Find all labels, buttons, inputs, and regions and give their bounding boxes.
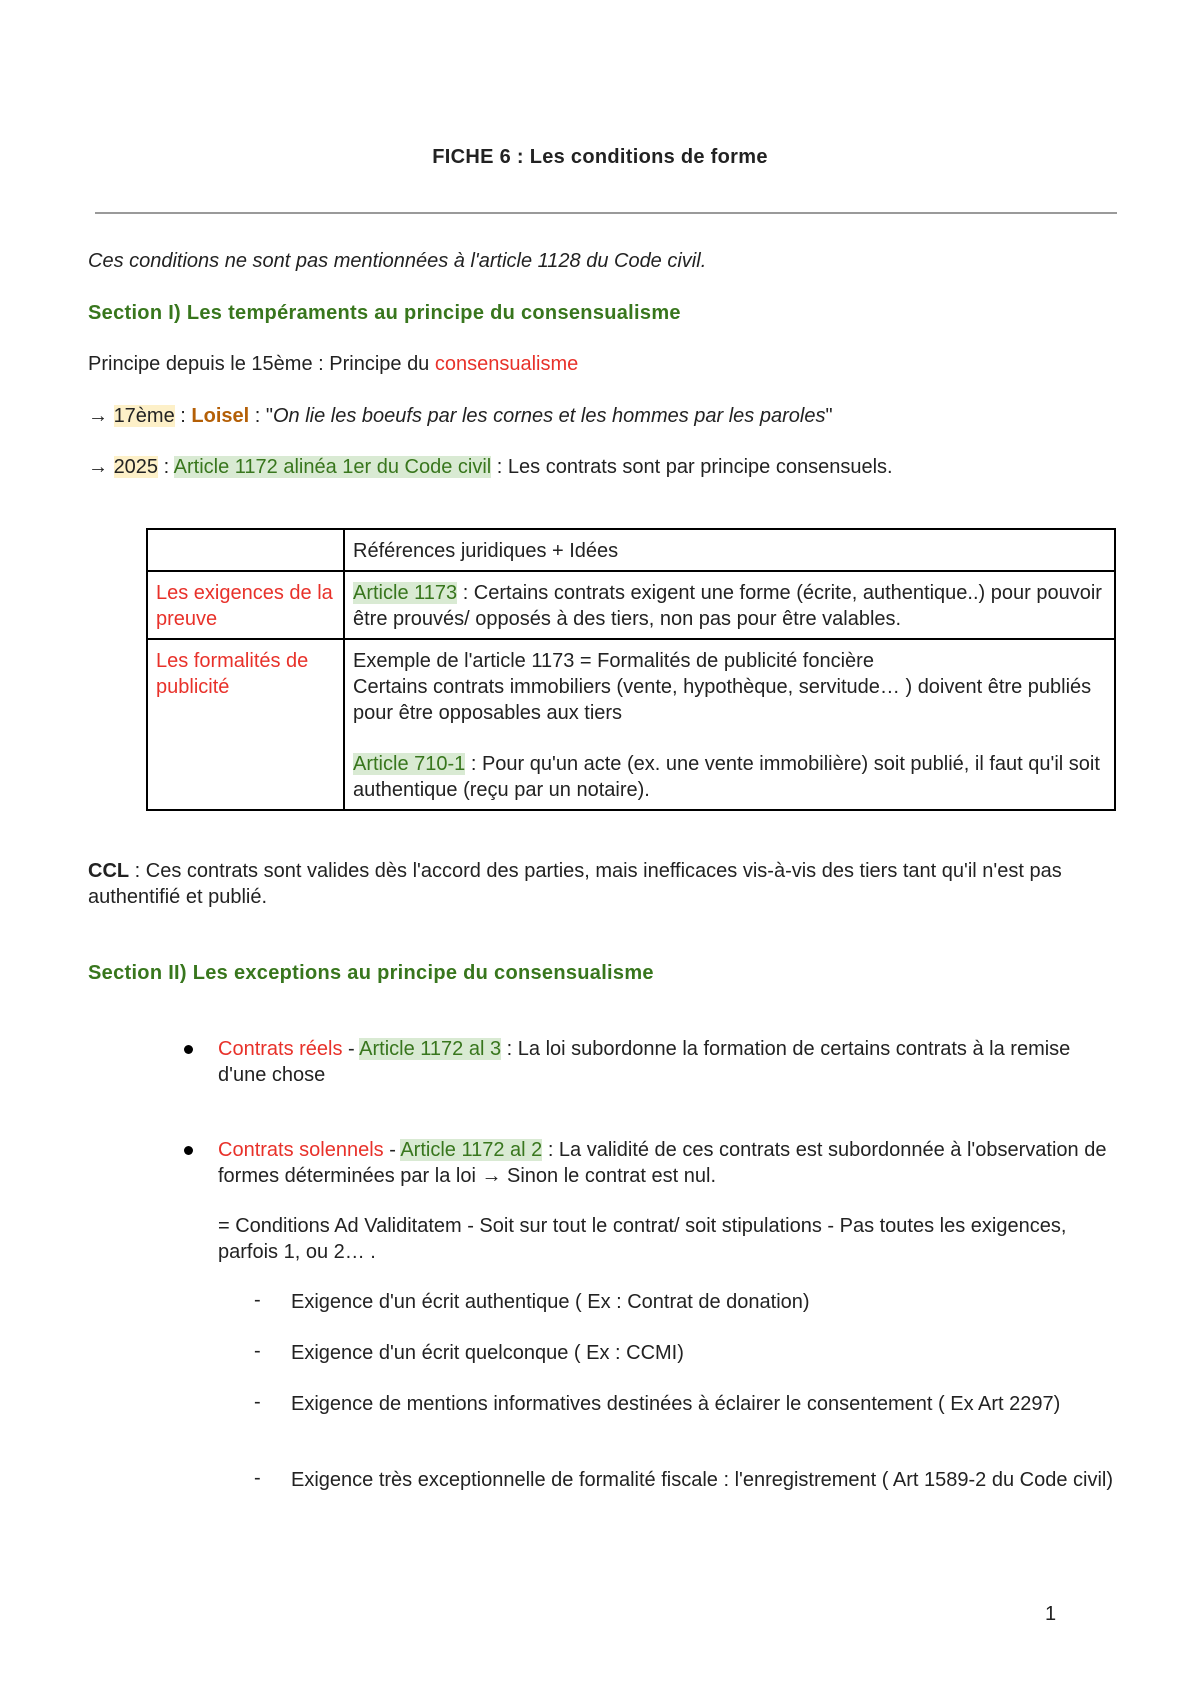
quote-end: " xyxy=(825,405,833,427)
dash-marker: - xyxy=(254,1289,261,1311)
principle-line xyxy=(88,351,1118,377)
section-2-heading: Section II) Les exceptions au principe du consensualisme xyxy=(88,962,654,984)
dash-marker: - xyxy=(254,1340,261,1362)
table-cell-empty xyxy=(147,529,344,571)
dash-marker: - xyxy=(254,1391,261,1413)
bullet-icon xyxy=(184,1045,193,1054)
separator: : xyxy=(158,456,174,478)
cell-line: Exemple de l'article 1173 = Formalités de publicité foncière xyxy=(353,650,874,672)
sub-list-item: Exigence d'un écrit quelconque ( Ex : CCMI) xyxy=(291,1342,684,1364)
date-highlight: 17ème xyxy=(113,405,175,427)
table-header: Références juridiques + Idées xyxy=(344,529,1115,571)
separator: - xyxy=(342,1038,360,1060)
loisel-line xyxy=(88,403,1118,429)
list-term: Contrats solennels xyxy=(218,1139,384,1161)
cell-text: : Pour qu'un acte (ex. une vente immobilière) soit publié, il faut qu'il soit authentique (reçu par un notaire). xyxy=(353,753,1100,801)
article-reference: Article 1172 al 2 xyxy=(400,1139,543,1161)
article-1172-line xyxy=(88,454,1118,480)
article-reference: Article 1172 al 3 xyxy=(359,1038,502,1060)
arrow: → xyxy=(88,405,114,427)
article-reference: Article 1172 alinéa 1er du Code civil xyxy=(173,456,492,478)
table-cell xyxy=(344,571,1115,639)
list-item xyxy=(218,1137,1118,1189)
list-item xyxy=(218,1036,1118,1088)
row-label: Les exigences de la preuve xyxy=(147,571,344,639)
intro-paragraph: Ces conditions ne sont pas mentionnées à l'article 1128 du Code civil. xyxy=(88,250,707,272)
date-highlight: 2025 xyxy=(113,456,159,478)
article-reference: Article 710-1 xyxy=(353,753,466,775)
dash-marker: - xyxy=(254,1467,261,1489)
principle-prefix: Principe depuis le 15ème : Principe du xyxy=(88,353,435,375)
row-label: Les formalités de publicité xyxy=(147,639,344,810)
sub-list-item: Exigence très exceptionnelle de formalité fiscale : l'enregistrement ( Art 1589-2 du Code civil) xyxy=(291,1469,1114,1491)
references-table xyxy=(146,528,1116,811)
arrow: → xyxy=(88,456,114,478)
separator: : " xyxy=(249,405,273,427)
table-cell xyxy=(344,639,1115,810)
horizontal-rule xyxy=(95,212,1117,214)
page-number: 1 xyxy=(1045,1603,1057,1625)
page-title: FICHE 6 : Les conditions de forme xyxy=(432,146,768,168)
section-1-heading: Section I) Les tempéraments au principe du consensualisme xyxy=(88,302,681,324)
separator: - xyxy=(383,1139,401,1161)
cell-line: Certains contrats immobiliers (vente, hypothèque, servitude… ) doivent être publiés pour être opposables aux tiers xyxy=(353,676,1092,724)
list-text: : La loi subordonne la formation de certains contrats à la remise d'une chose xyxy=(218,1038,1071,1086)
table-row xyxy=(147,639,1115,810)
cell-line xyxy=(353,751,1114,803)
list-text: : La validité de ces contrats est subordonnée à l'observation de formes déterminées par la loi → Sinon le contrat est nul. xyxy=(218,1139,1107,1187)
conclusion-label: CCL xyxy=(88,860,130,882)
bullet-icon xyxy=(184,1146,193,1155)
sub-list-item: Exigence de mentions informatives destinées à éclairer le consentement ( Ex Art 2297) xyxy=(291,1393,1061,1415)
sub-list-item: Exigence d'un écrit authentique ( Ex : Contrat de donation) xyxy=(291,1291,810,1313)
separator: : xyxy=(174,405,192,427)
table-row xyxy=(147,529,1115,571)
cell-text: : Certains contrats exigent une forme (écrite, authentique..) pour pouvoir être prouvés/ opposés à des tiers, non pas pour être valables. xyxy=(353,582,1102,630)
list-term: Contrats réels xyxy=(218,1038,343,1060)
quote: On lie les boeufs par les cornes et les hommes par les paroles xyxy=(272,405,826,427)
author-name: Loisel xyxy=(191,405,250,427)
principle-keyword: consensualisme xyxy=(434,353,579,375)
conditions-note: = Conditions Ad Validitatem - Soit sur tout le contrat/ soit stipulations - Pas toutes les exigences, parfois 1, ou 2… . xyxy=(218,1215,1067,1263)
table-row xyxy=(147,571,1115,639)
conclusion-text: : Ces contrats sont valides dès l'accord des parties, mais inefficaces vis-à-vis des tiers tant qu'il n'est pas authentifié et publié. xyxy=(88,860,1062,908)
conclusion-paragraph xyxy=(88,858,1118,910)
line-text: : Les contrats sont par principe consensuels. xyxy=(491,456,893,478)
article-reference: Article 1173 xyxy=(353,582,458,604)
